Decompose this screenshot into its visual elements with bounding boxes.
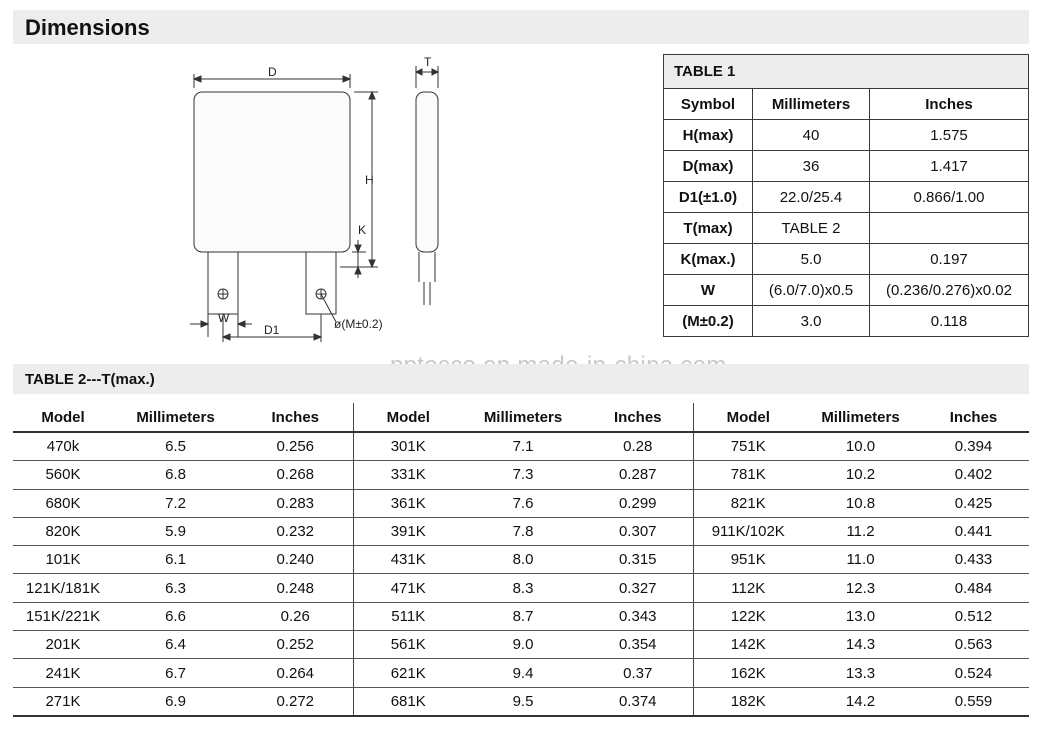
model-cell: 911K/102K bbox=[693, 517, 803, 545]
inches-cell: 0.315 bbox=[583, 546, 693, 574]
millimeters-cell: 10.2 bbox=[803, 461, 918, 489]
table-row bbox=[664, 182, 1029, 213]
millimeters-cell: 9.0 bbox=[463, 631, 583, 659]
model-cell: 431K bbox=[353, 546, 463, 574]
inches-cell: (0.236/0.276)x0.02 bbox=[870, 275, 1029, 306]
millimeters-cell: 6.7 bbox=[113, 659, 238, 687]
millimeters-cell: 10.8 bbox=[803, 489, 918, 517]
model-cell: 162K bbox=[693, 659, 803, 687]
inches-cell: 0.299 bbox=[583, 489, 693, 517]
inches-cell: 0.26 bbox=[238, 602, 353, 630]
millimeters-cell: 7.8 bbox=[463, 517, 583, 545]
model-cell: 101K bbox=[13, 546, 113, 574]
table-2 bbox=[13, 403, 1029, 717]
millimeters-cell: 6.4 bbox=[113, 631, 238, 659]
model-cell: 301K bbox=[353, 432, 463, 461]
millimeters-cell: 6.8 bbox=[113, 461, 238, 489]
table-1-header: Inches bbox=[870, 89, 1029, 120]
table-row bbox=[13, 432, 1029, 461]
label-t: T bbox=[424, 55, 432, 69]
model-cell: 151K/221K bbox=[13, 602, 113, 630]
inches-cell: 0.433 bbox=[918, 546, 1029, 574]
table-row bbox=[664, 306, 1029, 337]
millimeters-cell: 9.5 bbox=[463, 687, 583, 716]
inches-cell: 0.441 bbox=[918, 517, 1029, 545]
table-2-title: TABLE 2---T(max.) bbox=[25, 371, 155, 388]
millimeters-cell: 6.3 bbox=[113, 574, 238, 602]
inches-cell: 0.197 bbox=[870, 244, 1029, 275]
model-cell: 781K bbox=[693, 461, 803, 489]
millimeters-cell: 6.9 bbox=[113, 687, 238, 716]
inches-cell: 1.575 bbox=[870, 120, 1029, 151]
millimeters-cell: 40 bbox=[753, 120, 870, 151]
millimeters-cell: 6.6 bbox=[113, 602, 238, 630]
inches-cell: 0.524 bbox=[918, 659, 1029, 687]
table-2-header-bar bbox=[13, 364, 1029, 394]
table-row bbox=[13, 659, 1029, 687]
inches-cell: 0.866/1.00 bbox=[870, 182, 1029, 213]
millimeters-cell: 11.0 bbox=[803, 546, 918, 574]
millimeters-cell: 7.3 bbox=[463, 461, 583, 489]
label-d1: D1 bbox=[264, 323, 280, 337]
millimeters-cell: 13.0 bbox=[803, 602, 918, 630]
table-2-header: Inches bbox=[583, 403, 693, 432]
table-row bbox=[664, 244, 1029, 275]
millimeters-cell: 7.2 bbox=[113, 489, 238, 517]
table-2-header: Millimeters bbox=[803, 403, 918, 432]
table-1-title: TABLE 1 bbox=[664, 55, 1029, 89]
millimeters-cell: 6.1 bbox=[113, 546, 238, 574]
table-1-header: Symbol bbox=[664, 89, 753, 120]
inches-cell: 0.37 bbox=[583, 659, 693, 687]
inches-cell: 0.252 bbox=[238, 631, 353, 659]
inches-cell: 0.283 bbox=[238, 489, 353, 517]
inches-cell: 0.272 bbox=[238, 687, 353, 716]
inches-cell bbox=[870, 213, 1029, 244]
millimeters-cell: (6.0/7.0)x0.5 bbox=[753, 275, 870, 306]
model-cell: 821K bbox=[693, 489, 803, 517]
model-cell: 391K bbox=[353, 517, 463, 545]
table-row bbox=[664, 275, 1029, 306]
millimeters-cell: TABLE 2 bbox=[753, 213, 870, 244]
symbol-cell: K(max.) bbox=[664, 244, 753, 275]
table-row bbox=[13, 546, 1029, 574]
inches-cell: 0.118 bbox=[870, 306, 1029, 337]
millimeters-cell: 11.2 bbox=[803, 517, 918, 545]
left-lead bbox=[208, 252, 238, 314]
model-cell: 680K bbox=[13, 489, 113, 517]
inches-cell: 0.512 bbox=[918, 602, 1029, 630]
inches-cell: 0.394 bbox=[918, 432, 1029, 461]
inches-cell: 0.264 bbox=[238, 659, 353, 687]
table-1 bbox=[663, 54, 1029, 337]
model-cell: 122K bbox=[693, 602, 803, 630]
millimeters-cell: 22.0/25.4 bbox=[753, 182, 870, 213]
symbol-cell: (M±0.2) bbox=[664, 306, 753, 337]
millimeters-cell: 36 bbox=[753, 151, 870, 182]
table-row bbox=[13, 574, 1029, 602]
inches-cell: 0.402 bbox=[918, 461, 1029, 489]
table-row bbox=[664, 120, 1029, 151]
millimeters-cell: 13.3 bbox=[803, 659, 918, 687]
millimeters-cell: 6.5 bbox=[113, 432, 238, 461]
millimeters-cell: 10.0 bbox=[803, 432, 918, 461]
table-row bbox=[13, 517, 1029, 545]
symbol-cell: D1(±1.0) bbox=[664, 182, 753, 213]
millimeters-cell: 7.1 bbox=[463, 432, 583, 461]
model-cell: 331K bbox=[353, 461, 463, 489]
table-2-header: Millimeters bbox=[113, 403, 238, 432]
millimeters-cell: 8.0 bbox=[463, 546, 583, 574]
symbol-cell: D(max) bbox=[664, 151, 753, 182]
inches-cell: 0.307 bbox=[583, 517, 693, 545]
model-cell: 271K bbox=[13, 687, 113, 716]
table-row bbox=[664, 151, 1029, 182]
model-cell: 561K bbox=[353, 631, 463, 659]
millimeters-cell: 14.2 bbox=[803, 687, 918, 716]
millimeters-cell: 8.3 bbox=[463, 574, 583, 602]
section-header bbox=[13, 10, 1029, 44]
inches-cell: 0.268 bbox=[238, 461, 353, 489]
table-row bbox=[664, 213, 1029, 244]
inches-cell: 0.354 bbox=[583, 631, 693, 659]
inches-cell: 0.563 bbox=[918, 631, 1029, 659]
model-cell: 201K bbox=[13, 631, 113, 659]
table-1-header: Millimeters bbox=[753, 89, 870, 120]
millimeters-cell: 9.4 bbox=[463, 659, 583, 687]
symbol-cell: H(max) bbox=[664, 120, 753, 151]
inches-cell: 0.240 bbox=[238, 546, 353, 574]
model-cell: 751K bbox=[693, 432, 803, 461]
table-2-header: Inches bbox=[918, 403, 1029, 432]
model-cell: 241K bbox=[13, 659, 113, 687]
table-row bbox=[13, 687, 1029, 716]
inches-cell: 0.484 bbox=[918, 574, 1029, 602]
inches-cell: 0.28 bbox=[583, 432, 693, 461]
label-h: H bbox=[365, 173, 374, 187]
model-cell: 511K bbox=[353, 602, 463, 630]
millimeters-cell: 3.0 bbox=[753, 306, 870, 337]
model-cell: 621K bbox=[353, 659, 463, 687]
model-cell: 361K bbox=[353, 489, 463, 517]
inches-cell: 0.327 bbox=[583, 574, 693, 602]
millimeters-cell: 14.3 bbox=[803, 631, 918, 659]
millimeters-cell: 12.3 bbox=[803, 574, 918, 602]
table-2-header: Model bbox=[13, 403, 113, 432]
symbol-cell: T(max) bbox=[664, 213, 753, 244]
right-lead bbox=[306, 252, 336, 314]
table-row bbox=[13, 631, 1029, 659]
table-2-header: Model bbox=[353, 403, 463, 432]
millimeters-cell: 5.0 bbox=[753, 244, 870, 275]
model-cell: 142K bbox=[693, 631, 803, 659]
table-2-header: Millimeters bbox=[463, 403, 583, 432]
label-k: K bbox=[358, 223, 367, 237]
model-cell: 182K bbox=[693, 687, 803, 716]
side-view-body bbox=[416, 92, 438, 252]
table-2-header: Inches bbox=[238, 403, 353, 432]
inches-cell: 0.287 bbox=[583, 461, 693, 489]
model-cell: 470k bbox=[13, 432, 113, 461]
dimension-drawing bbox=[180, 52, 640, 352]
inches-cell: 0.374 bbox=[583, 687, 693, 716]
inches-cell: 0.256 bbox=[238, 432, 353, 461]
inches-cell: 0.232 bbox=[238, 517, 353, 545]
label-w: W bbox=[218, 311, 230, 325]
model-cell: 121K/181K bbox=[13, 574, 113, 602]
table-row bbox=[13, 489, 1029, 517]
inches-cell: 0.343 bbox=[583, 602, 693, 630]
inches-cell: 0.248 bbox=[238, 574, 353, 602]
table-row bbox=[13, 461, 1029, 489]
page-title: Dimensions bbox=[25, 15, 150, 40]
model-cell: 112K bbox=[693, 574, 803, 602]
inches-cell: 0.559 bbox=[918, 687, 1029, 716]
inches-cell: 1.417 bbox=[870, 151, 1029, 182]
label-hole: ø(M±0.2) bbox=[334, 317, 383, 331]
inches-cell: 0.425 bbox=[918, 489, 1029, 517]
varistor-body bbox=[194, 92, 350, 252]
model-cell: 951K bbox=[693, 546, 803, 574]
model-cell: 560K bbox=[13, 461, 113, 489]
model-cell: 681K bbox=[353, 687, 463, 716]
millimeters-cell: 8.7 bbox=[463, 602, 583, 630]
table-row bbox=[13, 602, 1029, 630]
symbol-cell: W bbox=[664, 275, 753, 306]
millimeters-cell: 7.6 bbox=[463, 489, 583, 517]
model-cell: 471K bbox=[353, 574, 463, 602]
table-2-header: Model bbox=[693, 403, 803, 432]
model-cell: 820K bbox=[13, 517, 113, 545]
label-d: D bbox=[268, 65, 277, 79]
millimeters-cell: 5.9 bbox=[113, 517, 238, 545]
